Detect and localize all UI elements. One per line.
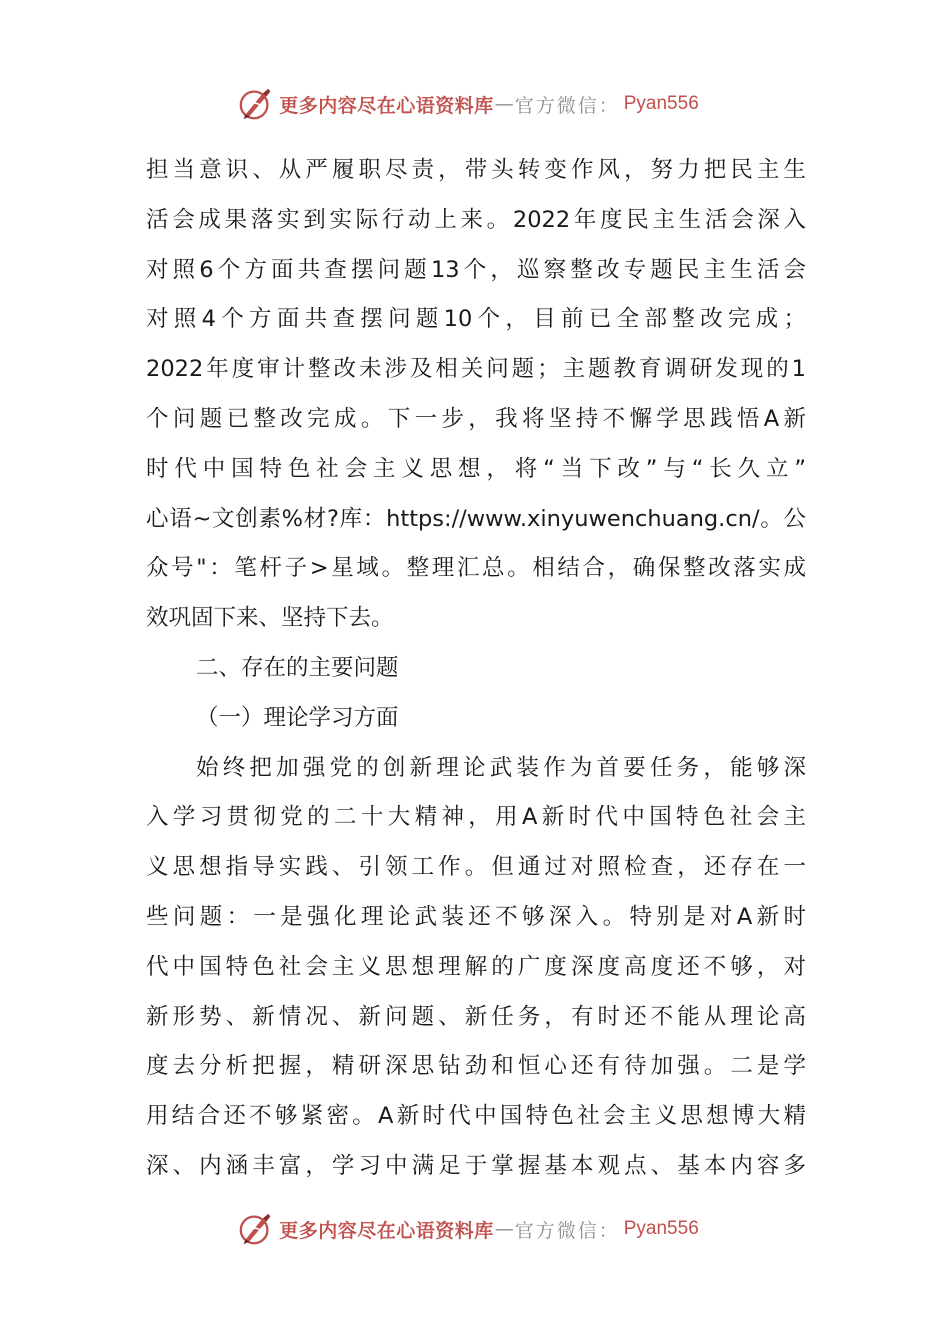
text-line: 代中国特色社会主义思想理解的广度深度高度还不够，对: [146, 953, 806, 980]
text-line: 深、内涵丰富，学习中满足于掌握基本观点、基本内容多: [146, 1152, 806, 1179]
document-body: [146, 146, 806, 1192]
text-line: 时代中国特色社会主义思想，将“当下改”与“长久立”: [146, 455, 806, 482]
pen-logo-icon: [237, 85, 275, 123]
wechat-label: 官方微信：: [514, 94, 620, 117]
text-line: 义思想指导实践、引领工作。但通过对照检查，还存在一: [146, 854, 806, 881]
text-line: 众号"：笔杆子>星域。整理汇总。相结合，确保整改落实成: [146, 555, 806, 582]
wechat-label: 官方微信：: [514, 1219, 620, 1242]
subsection-heading: （一）理论学习方面: [196, 704, 399, 731]
pen-logo-icon: [237, 1210, 275, 1248]
text-line: 新形势、新情况、新问题、新任务，有时还不能从理论高: [146, 1003, 806, 1030]
text-line: 些问题：一是强化理论武装还不够深入。特别是对A新时: [146, 903, 806, 930]
text-line: 度去分析把握，精研深思钻劲和恒心还有待加强。二是学: [146, 1053, 806, 1080]
brand-text: 更多内容尽在心语资料库: [279, 1219, 494, 1242]
text-line: 入学习贯彻党的二十大精神，用A新时代中国特色社会主: [146, 804, 806, 831]
text-line: 担当意识、从严履职尽责，带头转变作风，努力把民主生: [146, 157, 806, 183]
separator-dash: —: [494, 1218, 514, 1240]
text-line: 个问题已整改完成。下一步，我将坚持不懈学思践悟A新: [146, 405, 806, 432]
footer-banner: [0, 1209, 950, 1249]
text-line: 效巩固下来、坚持下去。: [146, 605, 394, 632]
text-line: 2022年度审计整改未涉及相关问题；主题教育调研发现的1: [146, 356, 806, 383]
separator-dash: —: [494, 93, 514, 115]
text-line: 活会成果落实到实际行动上来。2022年度民主生活会深入: [146, 206, 806, 233]
brand-text: 更多内容尽在心语资料库: [279, 94, 494, 117]
text-line: 对照4个方面共查摆问题10个，目前已全部整改完成；: [146, 306, 806, 333]
text-line: 用结合还不够紧密。A新时代中国特色社会主义思想博大精: [146, 1103, 806, 1130]
text-line: 心语~文创素%材?库：https://www.xinyuwenchuang.cn/。公: [146, 505, 806, 532]
header-banner: [0, 84, 950, 124]
wechat-id: Pyan556: [623, 1218, 699, 1239]
wechat-id: Pyan556: [623, 93, 699, 114]
section-heading: 二、存在的主要问题: [196, 654, 399, 681]
text-line: 对照6个方面共查摆问题13个，巡察整改专题民主生活会: [146, 256, 806, 283]
paragraph-first-line: 始终把加强党的创新理论武装作为首要任务，能够深: [196, 754, 806, 781]
